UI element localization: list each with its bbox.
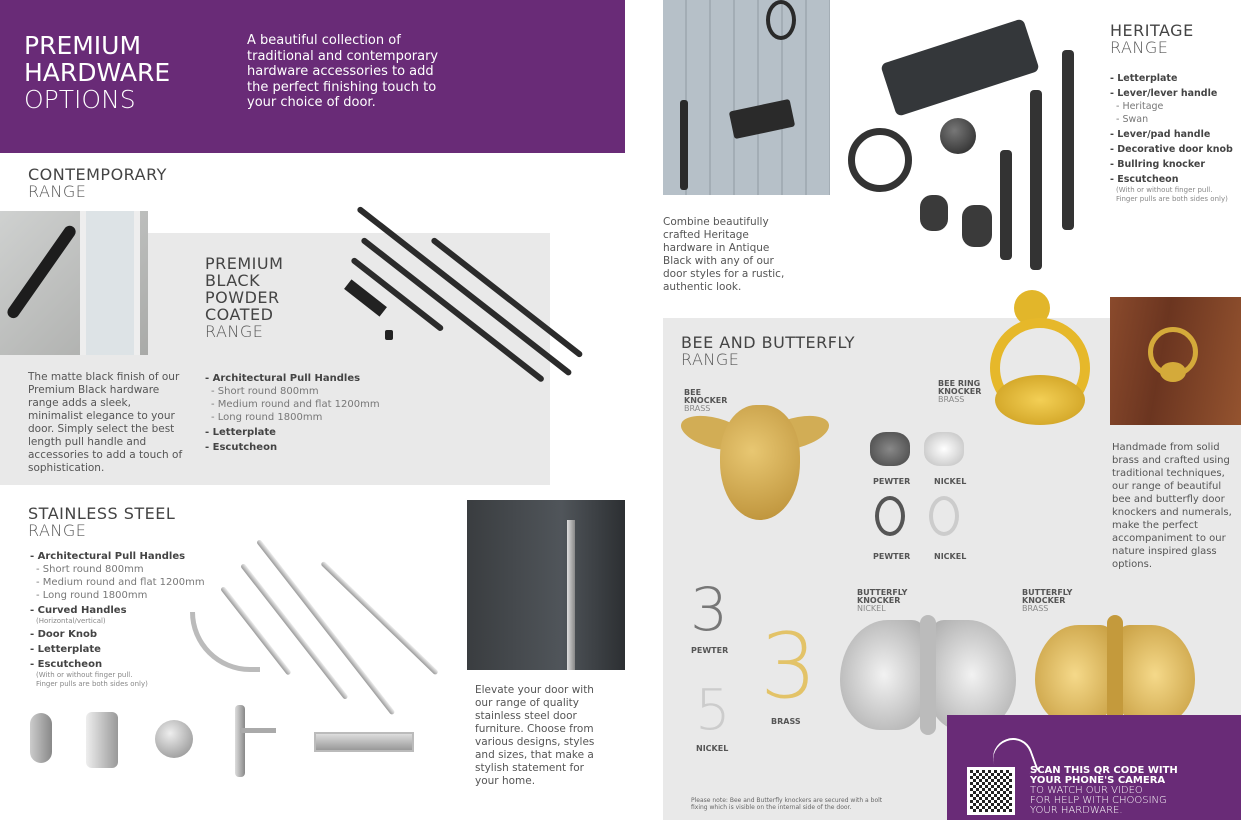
list-item: (With or without finger pull. bbox=[36, 671, 133, 679]
qr-text-line: YOUR HARDWARE. bbox=[1030, 805, 1123, 816]
list-item: - Short round 800mm bbox=[36, 564, 144, 575]
heading-text: POWDER bbox=[205, 288, 280, 307]
label-text: KNOCKER bbox=[1022, 596, 1066, 605]
numeral-3-brass: 3 bbox=[760, 614, 818, 719]
heading-text: BLACK bbox=[205, 271, 261, 290]
list-item: (With or without finger pull. bbox=[1116, 186, 1213, 194]
list-item: - Letterplate bbox=[1110, 73, 1178, 84]
finger-pull-escutcheon-image bbox=[86, 712, 118, 768]
list-item: - Architectural Pull Handles bbox=[30, 551, 186, 562]
finish-label-pewter: PEWTER bbox=[873, 552, 911, 561]
black-range-heading bbox=[205, 255, 283, 340]
list-item: Finger pulls are both sides only) bbox=[36, 680, 148, 688]
heading-text: PREMIUM bbox=[205, 254, 284, 273]
butterfly-brass-label bbox=[1022, 589, 1072, 613]
stainless-door-photo bbox=[467, 500, 625, 670]
list-item: Finger pulls are both sides only) bbox=[1116, 195, 1228, 203]
list-item: - Door Knob bbox=[30, 629, 97, 640]
list-item: - Curved Handles bbox=[30, 605, 127, 616]
list-item: - Bullring knocker bbox=[1110, 159, 1206, 170]
qr-text-line: YOUR PHONE'S CAMERA bbox=[1030, 775, 1166, 786]
stainless-heading bbox=[28, 505, 175, 539]
label-text: KNOCKER bbox=[684, 396, 728, 405]
heading-text: COATED bbox=[205, 305, 274, 324]
qr-text-line: FOR HELP WITH CHOOSING bbox=[1030, 795, 1167, 806]
intro-text: A beautiful collection of traditional and contemporary hardware accessories to add the perfect finishing touch to your choice of door. bbox=[247, 33, 439, 110]
finish-label-pewter: PEWTER bbox=[873, 477, 911, 486]
list-item: - Escutcheon bbox=[1110, 174, 1179, 185]
stainless-list bbox=[30, 548, 205, 689]
list-item: - Letterplate bbox=[205, 427, 276, 438]
label-text: BEE RING bbox=[938, 379, 981, 388]
numeral-label: NICKEL bbox=[696, 744, 729, 753]
numeral-label: PEWTER bbox=[691, 646, 729, 655]
escutcheon-image bbox=[30, 713, 52, 763]
door-knob-image bbox=[155, 720, 193, 758]
label-finish: BRASS bbox=[1022, 604, 1049, 613]
list-item: - Lever/lever handle bbox=[1110, 88, 1218, 99]
label-text: KNOCKER bbox=[857, 596, 901, 605]
letterplate-image bbox=[314, 732, 414, 752]
heritage-list bbox=[1110, 70, 1233, 204]
heading-text: BEE AND BUTTERFLY bbox=[681, 333, 856, 352]
numeral-5-nickel: 5 bbox=[695, 678, 731, 743]
list-item: - Escutcheon bbox=[30, 659, 103, 670]
contemporary-heading bbox=[28, 166, 167, 200]
list-item: - Short round 800mm bbox=[211, 386, 319, 397]
list-item: - Long round 1800mm bbox=[211, 412, 323, 423]
list-item: - Long round 1800mm bbox=[36, 590, 148, 601]
black-range-list bbox=[205, 370, 380, 454]
title-line: HARDWARE bbox=[24, 58, 171, 87]
heading-text: STAINLESS STEEL bbox=[28, 504, 176, 523]
label-finish: BRASS bbox=[684, 404, 711, 413]
qr-code[interactable] bbox=[967, 767, 1015, 815]
list-item: - Lever/pad handle bbox=[1110, 129, 1211, 140]
stainless-description: Elevate your door with our range of quality stainless steel door furniture. Choose from various designs, styles and sizes, that make a stylish statement for your home. bbox=[475, 684, 595, 787]
heritage-door-photo bbox=[663, 0, 830, 195]
lever-handle-image bbox=[235, 705, 245, 777]
numeral-label: BRASS bbox=[771, 717, 801, 726]
bee-ring-knocker-label bbox=[938, 380, 981, 404]
label-text: BEE bbox=[684, 388, 702, 397]
heading-text: HERITAGE bbox=[1110, 21, 1194, 40]
label-text: BUTTERFLY bbox=[1022, 588, 1073, 597]
list-item: - Swan bbox=[1116, 114, 1149, 125]
bee-knocker-label bbox=[684, 389, 727, 413]
list-item: - Letterplate bbox=[30, 644, 101, 655]
butterfly-nickel-label bbox=[857, 589, 907, 613]
numeral-3-pewter: 3 bbox=[690, 575, 729, 645]
wood-door-knocker-photo bbox=[1110, 297, 1241, 425]
bee-butterfly-heading bbox=[681, 334, 855, 368]
finish-label-nickel: NICKEL bbox=[934, 552, 967, 561]
list-item: - Decorative door knob bbox=[1110, 144, 1233, 155]
heading-text: CONTEMPORARY bbox=[28, 165, 167, 184]
heritage-caption: Combine beautifully crafted Heritage hardware in Antique Black with any of our door styles for a rustic, authentic look. bbox=[663, 216, 785, 293]
title-line: OPTIONS bbox=[24, 85, 136, 114]
fixing-note: Please note: Bee and Butterfly knockers are secured with a bolt fixing which is visible on the internal side of the door. bbox=[691, 797, 883, 811]
list-item: - Heritage bbox=[1116, 101, 1164, 112]
finish-label-nickel: NICKEL bbox=[934, 477, 967, 486]
black-range-description: The matte black finish of our Premium Black hardware range adds a sleek, minimalist elegance to your door. Simply select the best length pull handle and accessories to add a touch of sophistication. bbox=[28, 371, 183, 474]
heading-sub: RANGE bbox=[28, 521, 87, 540]
qr-text-line: SCAN THIS QR CODE WITH bbox=[1030, 765, 1178, 776]
heading-sub: RANGE bbox=[205, 322, 264, 341]
black-handle-photo bbox=[0, 211, 148, 355]
label-finish: BRASS bbox=[938, 395, 965, 404]
list-item: (Horizontal/vertical) bbox=[36, 617, 106, 625]
list-item: - Medium round and flat 1200mm bbox=[211, 399, 380, 410]
qr-text bbox=[1030, 766, 1178, 816]
title-line: PREMIUM bbox=[24, 31, 142, 60]
heading-sub: RANGE bbox=[28, 182, 87, 201]
heading-sub: RANGE bbox=[1110, 38, 1169, 57]
label-text: BUTTERFLY bbox=[857, 588, 908, 597]
label-text: KNOCKER bbox=[938, 387, 982, 396]
heading-sub: RANGE bbox=[681, 350, 740, 369]
qr-text-line: TO WATCH OUR VIDEO bbox=[1030, 785, 1143, 796]
bee-description: Handmade from solid brass and crafted using traditional techniques, our range of beautiful bee and butterfly door knockers and numerals, make the perfect accompaniment to our nature inspired glass options. bbox=[1112, 442, 1232, 570]
heritage-heading bbox=[1110, 22, 1194, 56]
list-item: - Escutcheon bbox=[205, 442, 278, 453]
label-finish: NICKEL bbox=[857, 604, 886, 613]
page-title bbox=[24, 32, 170, 113]
list-item: - Medium round and flat 1200mm bbox=[36, 577, 205, 588]
list-item: - Architectural Pull Handles bbox=[205, 373, 361, 384]
